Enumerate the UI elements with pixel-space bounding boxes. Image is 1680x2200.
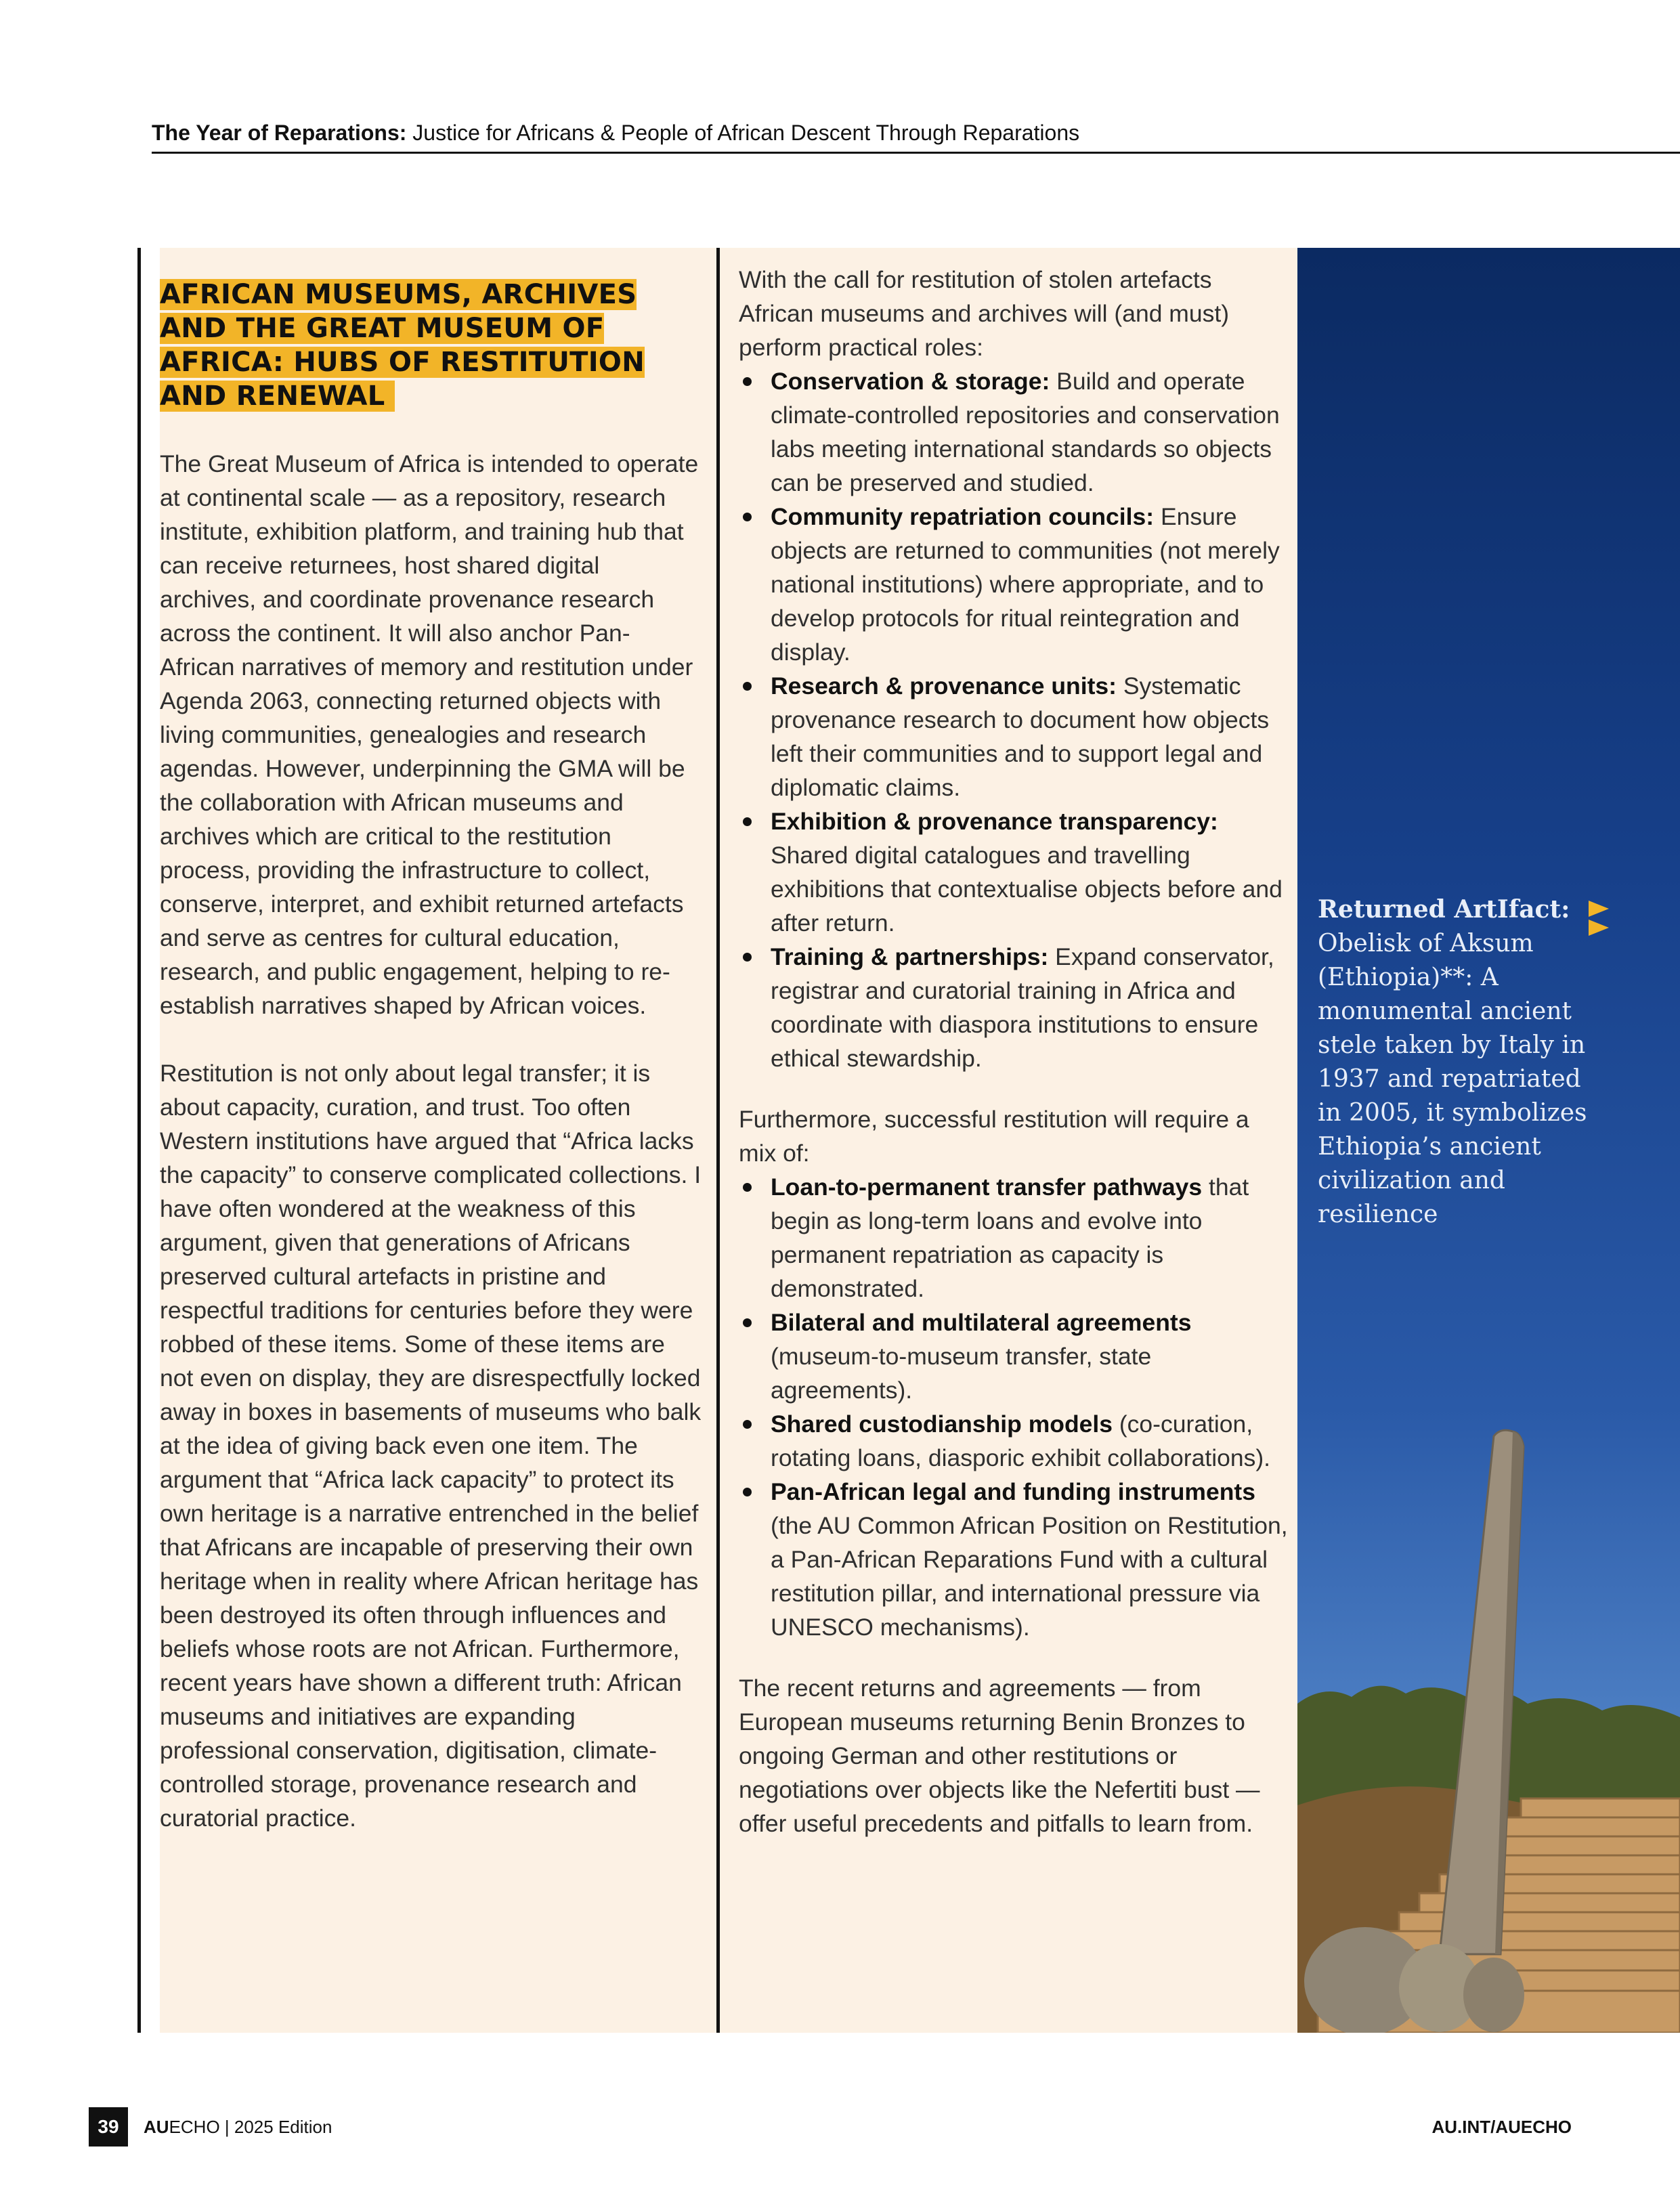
list-item-text: (the AU Common African Position on Restitution, a Pan-African Reparations Fund with a cultural restitution pillar, and international pressure via UNESCO mechanisms). <box>771 1512 1288 1641</box>
list-item-text: (co-curation, rotating loans, diasporic exhibit collaborations). <box>771 1410 1271 1471</box>
list-item <box>739 940 1291 1075</box>
list-item <box>739 669 1291 804</box>
spacer <box>739 1644 1291 1671</box>
roles-intro: With the call for restitution of stolen artefacts African museums and archives will (and must) perform practical roles: <box>739 266 1230 361</box>
roles-list <box>739 364 1291 1075</box>
list-item-text: Systematic provenance research to document how objects left their communities and to support legal and diplomatic claims. <box>771 672 1270 801</box>
list-item <box>739 1306 1291 1407</box>
list-item-term: Bilateral and multilateral agreements <box>771 1309 1192 1336</box>
left-column-rule <box>137 248 141 2033</box>
header-rule <box>152 152 1680 154</box>
closing-paragraph: The recent returns and agreements — from European museums returning Benin Bronzes to ongoing German and other restitutions or negotiations over objects like the Nefertiti bust — offer useful precedents and pitfalls to learn from. <box>739 1675 1260 1837</box>
list-item-text: Build and operate climate-controlled repositories and conservation labs meeting international standards so objects can be preserved and studied. <box>771 368 1280 496</box>
list-item <box>739 364 1291 500</box>
left-column <box>160 278 702 1869</box>
list-item-text: Ensure objects are returned to communities (not merely national institutions) where appropriate, and to develop protocols for ritual reintegration and display. <box>771 503 1280 666</box>
list-item-term: Exhibition & provenance transparency: <box>771 808 1218 835</box>
footer-url[interactable]: AU.INT/AUECHO <box>1431 2117 1572 2137</box>
list-item <box>739 804 1291 940</box>
list-item-text: that begin as long-term loans and evolve into permanent repatriation as capacity is demonstrated. <box>771 1173 1249 1302</box>
list-item-term: Shared custodianship models <box>771 1410 1113 1438</box>
list-item <box>739 1475 1291 1644</box>
running-header-title: The Year of Reparations: <box>152 121 407 145</box>
body-paragraph-1: The Great Museum of Africa is intended to operate at continental scale — as a repository, research institute, exhibition platform, and training hub that can receive returnees, host shared digital archives, and coordinate provenance research across the continent. It will also anchor Pan-African narratives of memory and restitution under Agenda 2063, connecting returned objects with living communities, genealogies and research agendas. However, underpinning the GMA will be the collaboration with African museums and archives which are critical to the restitution process, providing the infrastructure to collect, conserve, interpret, and exhibit returned artefacts and serve as centres for cultural education, research, and public engagement, helping to re-establish narratives shaped by African voices. <box>160 450 699 1019</box>
list-item-term: Training & partnerships: <box>771 943 1049 970</box>
list-item-text: Expand conservator, registrar and curatorial training in Africa and coordinate with diaspora institutions to ensure ethical stewardship. <box>771 943 1274 1072</box>
list-item-term: Community repatriation councils: <box>771 503 1155 530</box>
section-heading <box>160 278 702 413</box>
list-item <box>739 1407 1291 1475</box>
list-item-term: Conservation & storage: <box>771 368 1050 395</box>
footer-brand <box>144 2115 332 2138</box>
caption-text: Obelisk of Aksum (Ethiopia)**: A monumental ancient stele taken by Italy in 1937 and repatriated in 2005, it symbolizes Ethiopia’s ancient civilization and resilience <box>1318 930 1587 1228</box>
list-item-term: Loan-to-permanent transfer pathways <box>771 1173 1203 1201</box>
spacer <box>739 1075 1291 1102</box>
list-item <box>739 1170 1291 1306</box>
section-heading-text: AFRICAN MUSEUMS, ARCHIVES AND THE GREAT MUSEUM OF AFRICA: HUBS OF RESTITUTION AND RENEWAL <box>160 279 645 412</box>
middle-column-rule <box>716 248 720 2033</box>
page-number: 39 <box>89 2107 128 2147</box>
running-header-subtitle: Justice for Africans & People of African Descent Through Reparations <box>412 121 1080 145</box>
running-header <box>152 119 1680 146</box>
mix-list <box>739 1170 1291 1644</box>
caption-title: Returned ArtIfact: <box>1318 895 1570 924</box>
footer-brand-text: ECHO | 2025 Edition <box>169 2117 332 2137</box>
base-stone <box>1463 1958 1524 2032</box>
mix-intro: Furthermore, successful restitution will require a mix of: <box>739 1106 1249 1167</box>
play-arrow-icon <box>1587 899 1610 937</box>
list-item-term: Research & provenance units: <box>771 672 1117 699</box>
list-item-text: (museum-to-museum transfer, state agreements). <box>771 1343 1152 1404</box>
right-column <box>739 263 1291 1840</box>
list-item-text: Shared digital catalogues and travelling exhibitions that contextualise objects before and after return. <box>771 842 1283 936</box>
list-item-term: Pan-African legal and funding instruments <box>771 1478 1255 1505</box>
list-item <box>739 500 1291 669</box>
footer-brand-bold: AU <box>144 2117 169 2137</box>
body-paragraph-2: Restitution is not only about legal transfer; it is about capacity, curation, and trust. Too often Western institutions have argued that “Africa lacks the capacity” to conserve complicated collections. I have often wondered at the weakness of this argument, given that generations of Africans preserved cultural artefacts in pristine and respectful traditions for centuries before they were robbed of these items. Some of these items are not even on display, they are disrespectfully locked away in boxes in basements of museums who balk at the idea of giving back even one item. The argument that “Africa lack capacity” to protect its own heritage is a narrative entrenched in the belief that Africans are incapable of preserving their own heritage when in reality where African heritage has been destroyed its often through influences and beliefs whose roots are not African. Furthermore, recent years have shown a different truth: African museums and initiatives are expanding professional conservation, digitisation, climate-controlled storage, provenance research and curatorial practice. <box>160 1060 702 1832</box>
photo-caption <box>1318 892 1595 1232</box>
